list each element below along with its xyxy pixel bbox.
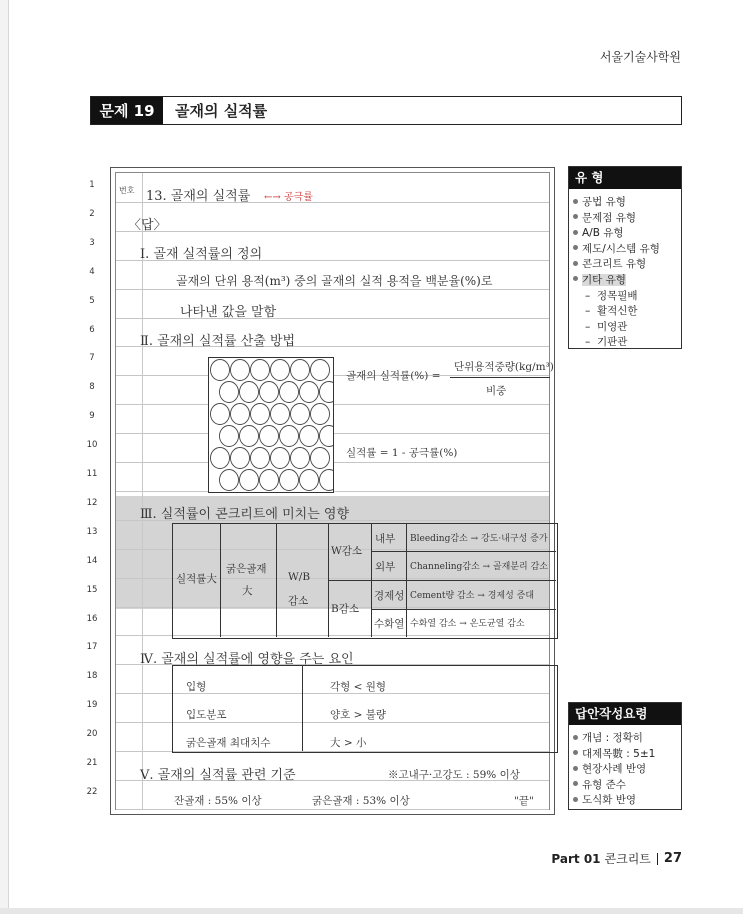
aggregate-circle: [320, 426, 334, 447]
footer-separator: [657, 853, 658, 865]
aggregate-circle: [271, 360, 290, 381]
ruled-line: [116, 231, 549, 232]
aggregate-circle: [300, 382, 319, 403]
type-item: 공법 유형: [573, 195, 681, 211]
ruled-line: [116, 809, 549, 810]
answer-line-6: Ⅱ. 골재의 실적률 산출 방법: [140, 334, 296, 349]
guide-item: 유형 준수: [573, 778, 681, 794]
line-number: 16: [86, 613, 98, 624]
factor-2: 입도분포: [186, 709, 227, 721]
aggregate-circle: [231, 360, 250, 381]
line-number: 5: [89, 295, 95, 306]
effect-table-hline-mid: [328, 580, 556, 581]
effect-table-divider-2: [276, 523, 277, 637]
answer-line-1-note: ←→ 공극률: [264, 192, 313, 203]
cell-hyd-result: Cement량 감소 → 경제성 증대: [410, 591, 535, 601]
line-number: 8: [89, 382, 95, 393]
formula2: 실적률 = 1 - 공극률(%): [346, 447, 458, 459]
aggregate-circle: [311, 404, 330, 425]
formula1-left: 골재의 실적률(%) =: [346, 370, 441, 382]
type-item: 제도/시스템 유형: [573, 242, 681, 258]
line-number: 3: [89, 237, 95, 248]
bullet-icon: [573, 781, 578, 786]
margin-line: [142, 173, 143, 809]
cell-wb-dec: 감소: [288, 595, 309, 607]
guide-item: 개념 : 정확히: [573, 731, 681, 747]
aggregate-circle: [220, 470, 239, 491]
line-number: 12: [86, 497, 98, 508]
aggregate-circle: [251, 404, 270, 425]
bullet-icon: [573, 750, 578, 755]
aggregate-circle: [231, 448, 250, 469]
bullet-icon: [573, 261, 578, 266]
answer-line-22b: 굵은골재 : 53% 이상: [312, 795, 410, 807]
type-panel-heading: 유 형: [569, 167, 681, 189]
footer-part: Part 01: [551, 851, 601, 866]
answer-line-2: 〈답〉: [128, 218, 167, 233]
type-item: 콘크리트 유형: [573, 257, 681, 273]
guide-item: 대제목數 : 5±1: [573, 747, 681, 763]
bullet-icon: [573, 735, 578, 740]
guide-item: 도식화 반영: [573, 793, 681, 809]
cell-agg: 굵은골재: [226, 563, 267, 575]
guide-item: 현장사례 반영: [573, 762, 681, 778]
aggregate-circle: [271, 448, 290, 469]
aggregate-circle: [291, 404, 310, 425]
aggregate-circle: [251, 360, 270, 381]
cell-out-result: Channeling감소 → 골재분리 감소: [410, 562, 548, 572]
number-label: 번호: [119, 186, 135, 195]
type-item: A/B 유형: [573, 226, 681, 242]
aggregate-circle: [231, 404, 250, 425]
effect-table-divider-1: [220, 523, 221, 637]
line-number: 14: [86, 555, 98, 566]
bullet-icon: [573, 276, 578, 281]
line-number: 11: [86, 469, 98, 479]
type-panel: [568, 166, 682, 349]
answer-line-22a: 잔골재 : 55% 이상: [174, 795, 262, 807]
line-number: 15: [86, 584, 98, 595]
line-number: 10: [86, 440, 98, 451]
answer-line-4: 골재의 단위 용적(m³) 중의 골재의 실적 용적을 백분율(%)로: [176, 274, 493, 288]
question-header: [90, 96, 682, 125]
bullet-icon: [573, 214, 578, 219]
cell-dur-result: 수화열 감소 → 온도균열 감소: [410, 619, 525, 629]
type-sub-item: – 미영관: [585, 320, 628, 333]
factor-1-value: 각형 < 원형: [330, 681, 387, 693]
cell-dur: 수화열: [374, 618, 405, 630]
aggregate-circle: [240, 470, 259, 491]
answer-line-17: Ⅳ. 골재의 실적률에 영향을 주는 요인: [140, 652, 354, 667]
page-number: 27: [663, 851, 682, 866]
aggregate-circle: [280, 382, 299, 403]
line-number: 19: [86, 700, 98, 711]
cell-hyd: 경제성: [374, 590, 405, 602]
line-number: 18: [86, 671, 98, 682]
line-number: 4: [89, 266, 95, 277]
answer-sheet: [110, 167, 555, 815]
effect-table-hline-a: [371, 551, 556, 552]
guide-panel-heading: 답안작성요령: [569, 703, 681, 725]
aggregate-circle: [320, 470, 334, 491]
aggregate-circle: [280, 426, 299, 447]
line-number: 6: [89, 324, 95, 335]
page-edge: [0, 0, 9, 914]
page-bottom-band: [0, 908, 743, 914]
cell-in-result: Bleeding감소 → 강도·내구성 증가: [410, 534, 548, 544]
answer-line-21-note: ※고내구·고강도 : 59% 이상: [388, 769, 520, 781]
aggregate-circle: [260, 382, 279, 403]
cell-wb: W/B: [288, 571, 311, 583]
answer-sheet-inner: [115, 172, 554, 810]
question-number: 문제 19: [91, 97, 163, 124]
type-sub-item: – 기판관: [585, 336, 628, 349]
formula1-denominator: 비중: [486, 385, 507, 397]
line-number: 2: [89, 208, 95, 219]
school-name: 서울기술사학원: [599, 50, 681, 64]
bullet-icon: [573, 766, 578, 771]
cell-effect: 실적률大: [176, 573, 217, 585]
aggregate-circle: [311, 448, 330, 469]
aggregate-circle: [211, 448, 230, 469]
aggregate-circle: [240, 426, 259, 447]
factor-1: 입형: [186, 681, 207, 693]
cell-w-dec: W감소: [331, 545, 363, 557]
aggregate-circle: [260, 470, 279, 491]
cell-agg-big: 大: [242, 585, 253, 597]
aggregate-circle: [311, 360, 330, 381]
type-item-active: 기타 유형: [573, 273, 681, 289]
line-number: 22: [86, 786, 98, 797]
line-number: 21: [86, 758, 98, 768]
bullet-icon: [573, 230, 578, 235]
bullet-icon: [573, 245, 578, 250]
line-number: 17: [86, 642, 98, 653]
answer-line-1: 13. 골재의 실적률: [146, 189, 251, 204]
aggregate-circle: [220, 426, 239, 447]
answer-line-22c: "끝": [514, 795, 534, 807]
effect-table-hline-b: [371, 609, 556, 610]
answer-line-21: Ⅴ. 골재의 실적률 관련 기준: [140, 768, 296, 783]
bullet-icon: [573, 797, 578, 802]
page-footer: [551, 850, 682, 867]
line-number: 20: [86, 729, 98, 740]
line-number: 13: [86, 526, 98, 537]
cell-in: 내부: [375, 533, 396, 545]
answer-line-3: Ⅰ. 골재 실적률의 정의: [140, 247, 263, 262]
guide-list: [569, 725, 681, 809]
question-title: 골재의 실적률: [175, 102, 268, 120]
answer-line-12: Ⅲ. 실적률이 콘크리트에 미치는 영향: [140, 507, 350, 522]
type-sub-item: – 활적신한: [585, 305, 638, 318]
factor-table-divider: [302, 665, 303, 751]
aggregate-circle: [260, 426, 279, 447]
line-number: 1: [89, 180, 95, 190]
formula1-numerator: 단위용적중량(kg/m³): [454, 361, 554, 373]
bullet-icon: [573, 199, 578, 204]
aggregate-circle: [271, 404, 290, 425]
aggregate-circle: [240, 382, 259, 403]
line-number: 9: [89, 411, 95, 422]
aggregate-circle: [300, 470, 319, 491]
footer-chapter: 콘크리트: [604, 852, 651, 866]
answer-line-5: 나타낸 값을 말함: [180, 305, 277, 320]
aggregate-packing-sketch: [208, 357, 334, 493]
aggregate-circle: [300, 426, 319, 447]
aggregate-circle: [211, 360, 230, 381]
type-list: [569, 189, 681, 351]
type-sub-item: – 정목필배: [585, 289, 638, 302]
aggregate-circle: [251, 448, 270, 469]
factor-2-value: 양호 > 불량: [330, 709, 387, 721]
aggregate-circle: [280, 470, 299, 491]
formula1-fraction-bar: [450, 377, 550, 378]
type-item: 문제점 유형: [573, 211, 681, 227]
guide-panel: [568, 702, 682, 810]
aggregate-circle: [291, 448, 310, 469]
aggregate-circle: [291, 360, 310, 381]
line-number: 7: [89, 353, 95, 364]
aggregate-circle: [320, 382, 334, 403]
cell-b-dec: B감소: [331, 603, 360, 615]
aggregate-circle: [211, 404, 230, 425]
factor-3-value: 大 > 小: [330, 737, 367, 749]
aggregate-circle: [220, 382, 239, 403]
factor-3: 굵은골재 최대치수: [186, 737, 271, 749]
cell-out: 외부: [375, 561, 396, 573]
aggregate-circles: [209, 358, 333, 492]
